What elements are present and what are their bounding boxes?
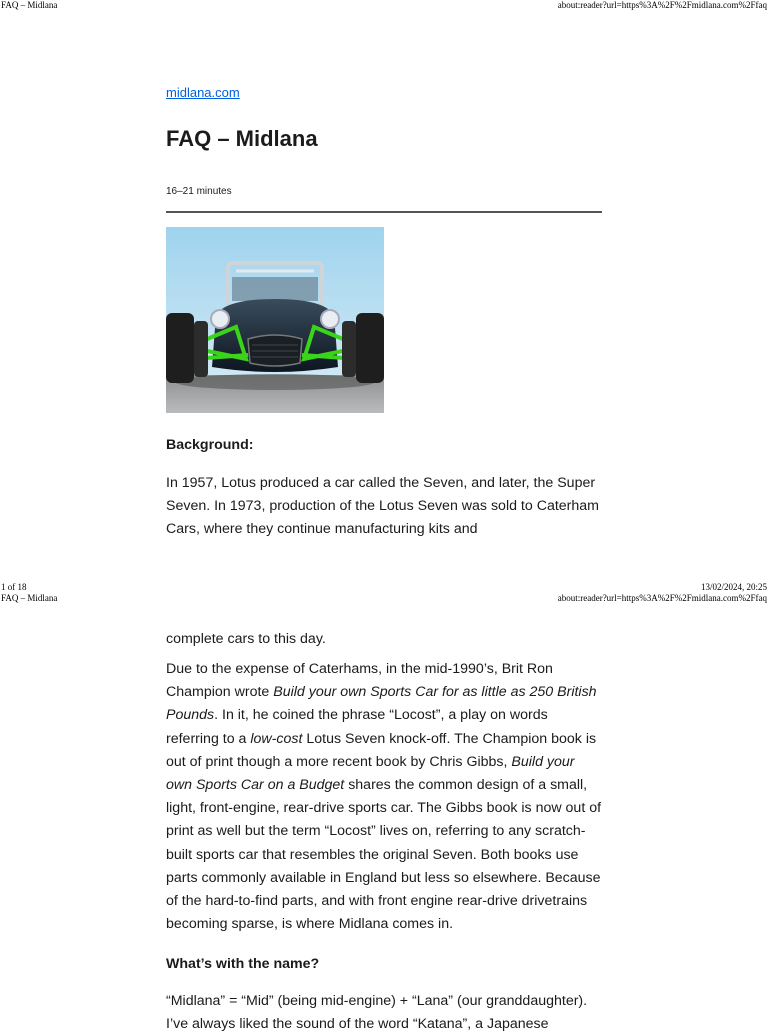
p2-book-title-2: Build your own Sports Car on a Budget: [166, 753, 575, 794]
p2-text-a: Due to the expense of Caterhams, in the mid-1990’s, Brit Ron Champion wrote: [166, 661, 553, 701]
p2-book-title-1: Build your own Sports Car for as little as 250 British Pounds: [166, 684, 597, 724]
header-url: about:reader?url=https%3A%2F%2Fmidlana.com%2Ffaq: [557, 593, 767, 603]
header-url: about:reader?url=https%3A%2F%2Fmidlana.com%2Ffaq: [557, 0, 767, 10]
header-divider: [166, 211, 602, 213]
name-heading-wrap: [166, 956, 602, 972]
p2-text-c: . In it, he coined the phrase “Locost”, a play on words referring to a: [166, 707, 548, 747]
reading-time-wrap: [166, 181, 602, 199]
paragraph-2-wrap: [166, 658, 602, 936]
paragraph-3: “Midlana” = “Mid” (being mid-engine) + “Lana” (our granddaughter).: [166, 993, 588, 1009]
source-link-wrap: [166, 84, 602, 102]
paragraph-1-wrap: [166, 472, 602, 542]
name-heading: What’s with the name?: [166, 956, 320, 972]
background-heading-wrap: [166, 437, 602, 453]
source-link[interactable]: midlana.com: [166, 85, 240, 100]
article-title-wrap: [166, 126, 602, 152]
background-heading: Background:: [166, 437, 254, 453]
header-page-title: FAQ – Midlana: [1, 593, 58, 603]
reading-time: 16–21 minutes: [166, 186, 232, 197]
paragraph-1-continued: complete cars to this day.: [166, 631, 326, 647]
header-page-title: FAQ – Midlana: [1, 0, 58, 10]
paragraph-1: In 1957, Lotus produced a car called the Seven, and later, the Super Seven. In 1973, production of the Lotus Seven was sold to Caterham Cars, where they continue manufacturing kits and: [166, 475, 599, 538]
p2-text-g: shares the common design of a small, light, front-engine, rear-drive sports car. The Gibbs book is now out of print as well but the term “Locost” lives on, referring to any scratch-built sports car that resembles the original Seven. Both books use parts commonly available in England but less so elsewhere. Because of the hard-to-find parts, and with front engine rear-drive drivetrains becoming sparse, is where Midlana comes in.: [166, 777, 602, 933]
paragraph-2: [166, 658, 602, 936]
p2-text-e: Lotus Seven knock-off. The Champion book is out of print though a more recent book by Chris Gibbs,: [166, 730, 597, 770]
car-photo: [166, 227, 384, 413]
paragraph-1-continued-wrap: [166, 628, 602, 651]
paragraph-4-partial: I’ve always liked the sound of the word “Katana”, a Japanese: [166, 1016, 549, 1032]
footer-timestamp: 13/02/2024, 20:25: [700, 582, 767, 592]
p2-low-cost: low-cost: [250, 730, 303, 747]
paragraph-3-wrap: [166, 990, 602, 1013]
article-title: FAQ – Midlana: [166, 126, 318, 151]
footer-page-number: 1 of 18: [1, 582, 27, 592]
paragraph-4-wrap: [166, 1013, 602, 1036]
